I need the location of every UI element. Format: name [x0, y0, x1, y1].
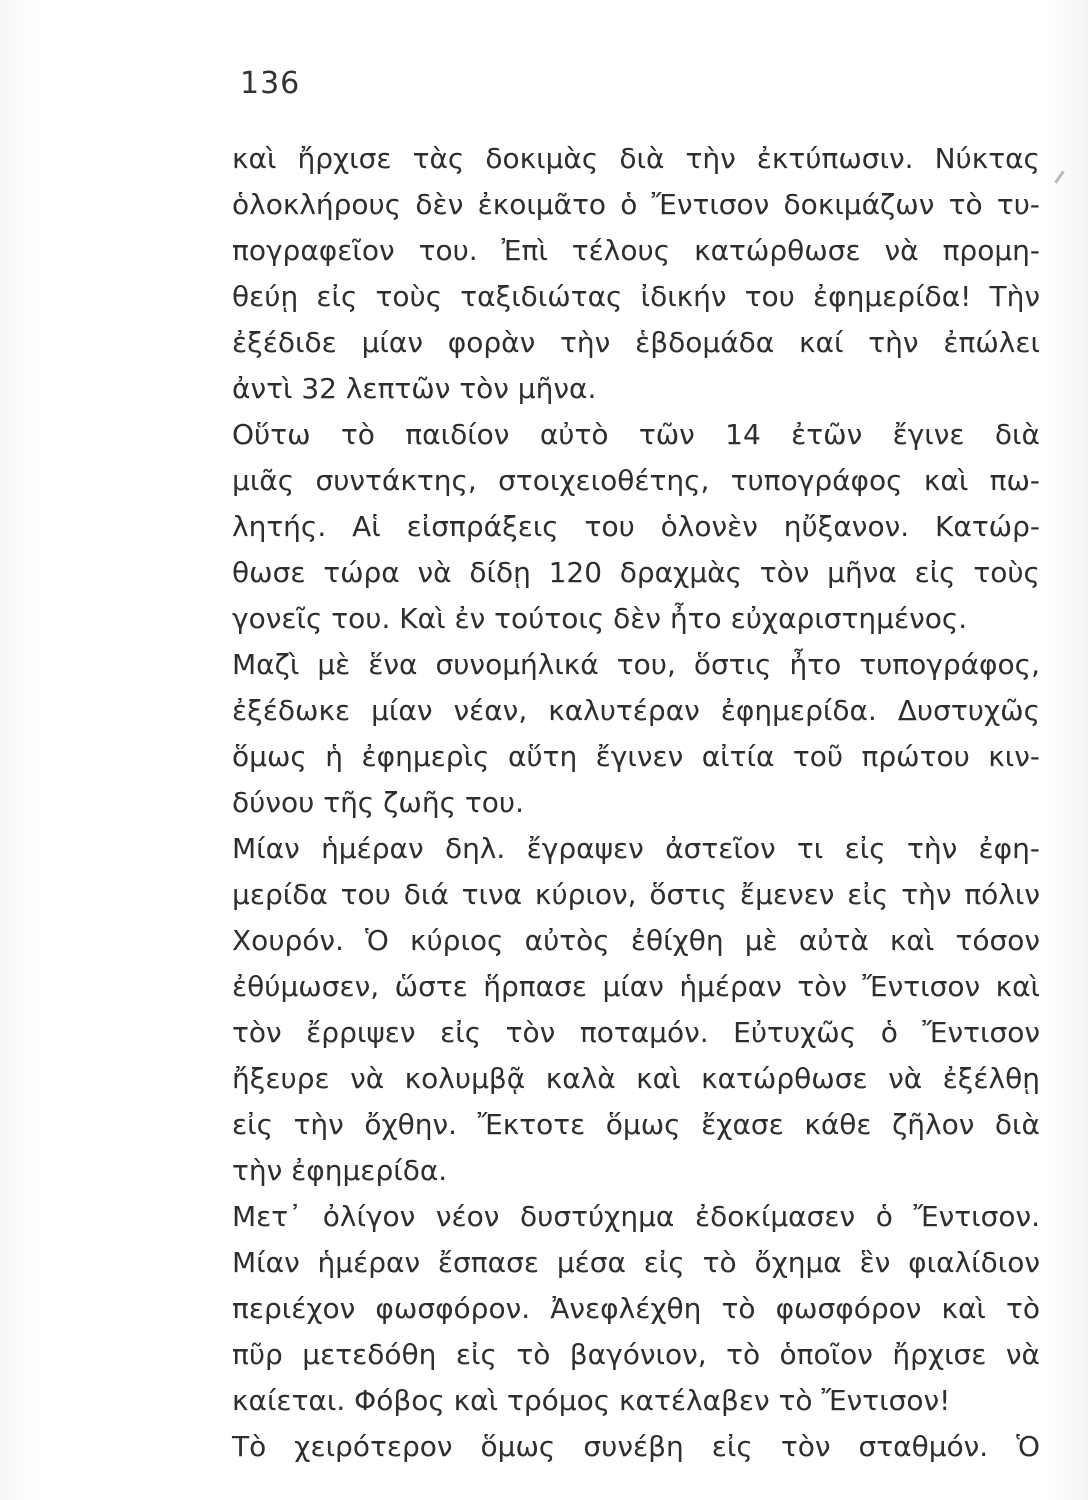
text-line: ἐξέδωκε μίαν νέαν, καλυτέραν ἐφημερίδα. Δυστυχῶς — [232, 694, 1040, 727]
text-line: τὸν ἔρριψεν εἰς τὸν ποταμόν. Εὐτυχῶς ὁ Ἔντισον — [232, 1016, 1040, 1049]
text-line: ἀντὶ 32 λεπτῶν τὸν μῆνα. — [232, 372, 597, 405]
text-line: θεύῃ εἰς τοὺς ταξιδιώτας ἰδικήν του ἐφημερίδα! Τὴν — [232, 280, 1040, 313]
text-line: Μετ᾽ ὀλίγον νέον δυστύχημα ἐδοκίμασεν ὁ Ἔντισον. — [232, 1200, 1040, 1233]
text-line: ὅμως ἡ ἐφημερὶς αὕτη ἔγινεν αἰτία τοῦ πρώτου κιν- — [232, 740, 1040, 773]
ink-speck — [1054, 170, 1064, 183]
text-line: πῦρ μετεδόθη εἰς τὸ βαγόνιον, τὸ ὁποῖον ἤρχισε νὰ — [232, 1338, 1040, 1371]
text-line: δύνου τῆς ζωῆς του. — [232, 786, 524, 819]
text-line: μερίδα του διά τινα κύριον, ὅστις ἔμενεν εἰς τὴν πόλιν — [232, 878, 1040, 911]
text-line: ἐξέδιδε μίαν φορὰν τὴν ἑβδομάδα καί τὴν ἐπώλει — [232, 326, 1040, 359]
text-line: Μίαν ἡμέραν δηλ. ἔγραψεν ἀστεῖον τι εἰς τὴν ἐφη- — [232, 832, 1040, 865]
text-line: γονεῖς του. Καὶ ἐν τούτοις δὲν ἦτο εὐχαριστημένος. — [232, 602, 968, 635]
text-line: περιέχον φωσφόρον. Ἀνεφλέχθη τὸ φωσφόρον καὶ τὸ — [232, 1292, 1040, 1325]
text-line: εἰς τὴν ὄχθην. Ἔκτοτε ὅμως ἔχασε κάθε ζῆλον διὰ — [232, 1108, 1040, 1141]
text-line: Μίαν ἡμέραν ἔσπασε μέσα εἰς τὸ ὄχημα ἓν φιαλίδιον — [232, 1246, 1040, 1279]
text-line: καὶ ἤρχισε τὰς δοκιμὰς διὰ τὴν ἐκτύπωσιν. Νύκτας — [232, 142, 1040, 175]
text-line: Χουρόν. Ὁ κύριος αὐτὸς ἐθίχθη μὲ αὐτὰ καὶ τόσον — [232, 924, 1040, 957]
text-line: ὁλοκλήρους δὲν ἐκοιμᾶτο ὁ Ἔντισον δοκιμάζων τὸ τυ- — [232, 188, 1040, 221]
text-line: τὴν ἐφημερίδα. — [232, 1154, 448, 1187]
text-line: Οὕτω τὸ παιδίον αὐτὸ τῶν 14 ἐτῶν ἔγινε διὰ — [232, 418, 1040, 451]
text-line: θωσε τώρα νὰ δίδῃ 120 δραχμὰς τὸν μῆνα εἰς τοὺς — [232, 556, 1040, 589]
text-line: πογραφεῖον του. Ἐπὶ τέλους κατώρθωσε νὰ προμη- — [232, 234, 1040, 267]
text-line: ἤξευρε νὰ κολυμβᾷ καλὰ καὶ κατώρθωσε νὰ ἐξέλθῃ — [232, 1062, 1040, 1095]
page-number: 136 — [240, 66, 301, 101]
text-line: μιᾶς συντάκτης, στοιχειοθέτης, τυπογράφος καὶ πω- — [232, 464, 1040, 497]
text-line: καίεται. Φόβος καὶ τρόμος κατέλαβεν τὸ Ἔντισον! — [232, 1384, 951, 1417]
text-line: Μαζὶ μὲ ἕνα συνομήλικά του, ὅστις ἦτο τυπογράφος, — [232, 648, 1040, 681]
text-line: ἐθύμωσεν, ὥστε ἥρπασε μίαν ἡμέραν τὸν Ἔντισον καὶ — [232, 970, 1040, 1003]
text-line: λητής. Αἱ εἰσπράξεις του ὁλονὲν ηὔξανον. Κατώρ- — [232, 510, 1040, 543]
text-line: Τὸ χειρότερον ὅμως συνέβη εἰς τὸν σταθμόν. Ὁ — [232, 1430, 1040, 1463]
